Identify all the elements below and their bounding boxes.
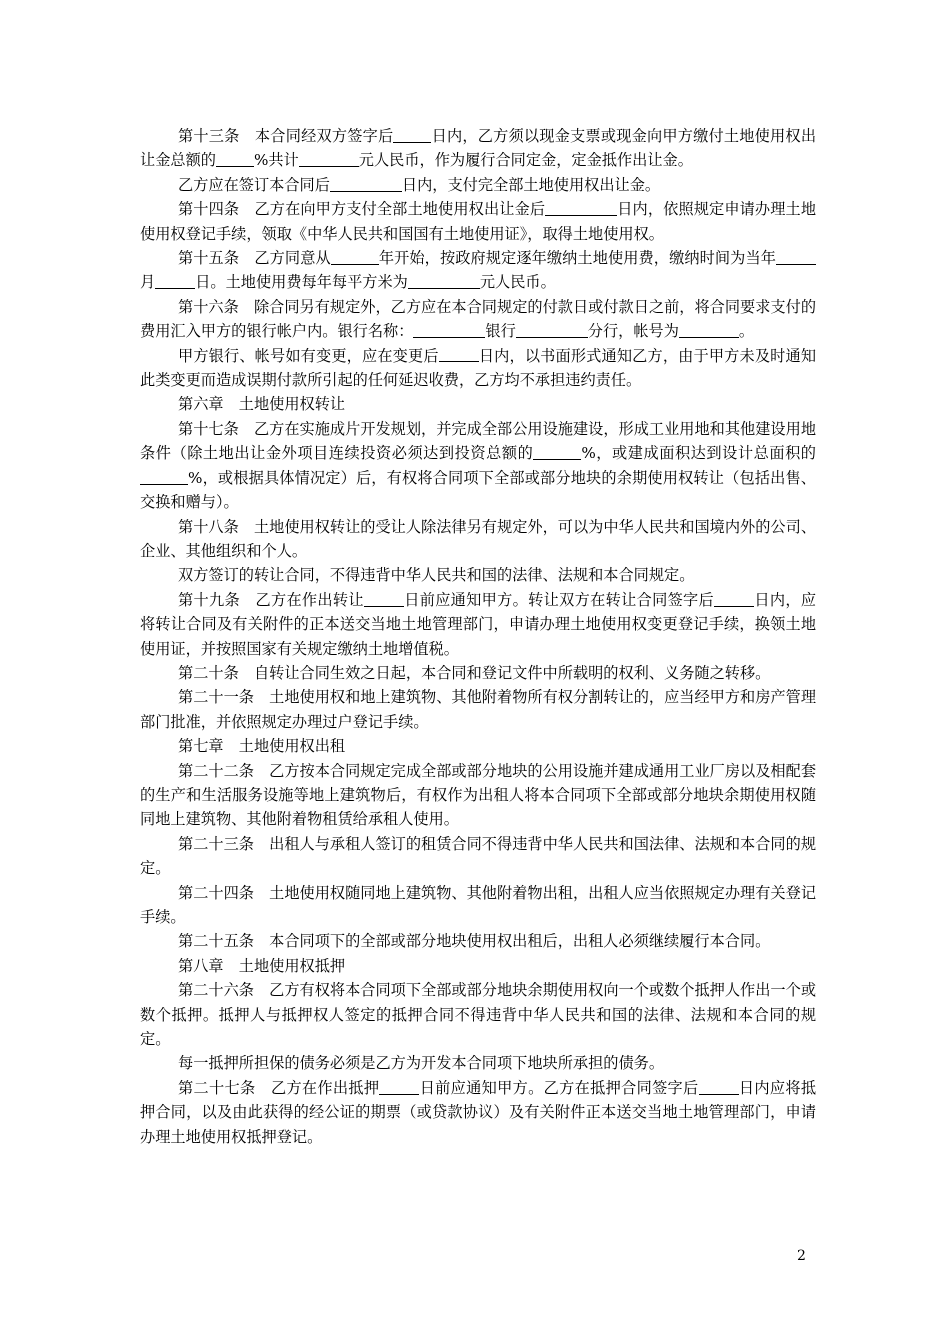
text-span: 日。土地使用费每年每平方米为 (195, 273, 408, 292)
chapter-heading-8 (140, 954, 816, 978)
text-span: 第十七条 乙方在实施成片开发规划，并完成全部公用设施建设，形成工业用地和其他建设用地条件（除土地出让金外项目连续投资必须达到投资总额的 (140, 419, 816, 463)
text-span: 元人民币。 (479, 273, 556, 292)
blank-field (364, 590, 404, 606)
text-span: 第十三条 本合同经双方签字后 (178, 127, 394, 145)
blank-field (413, 322, 485, 338)
blank-field (299, 151, 359, 167)
paragraph-article-17 (140, 417, 816, 515)
text-span: 年开始，按政府规定逐年缴纳土地使用费，缴纳时间为当年 (378, 249, 777, 268)
paragraph-article-21 (140, 685, 816, 734)
paragraph-article-18-cont (140, 563, 816, 587)
text-span: 第二十四条 土地使用权随同地上建筑物、其他附着物出租，出租人应当依照规定办理有关登记手续。 (140, 883, 816, 926)
paragraph-article-25 (140, 929, 816, 953)
blank-field (776, 249, 816, 265)
text-span: 甲方银行、帐号如有变更，应在变更后 (178, 346, 439, 365)
blank-field (140, 468, 188, 484)
blank-field (408, 273, 480, 289)
paragraph-article-19 (140, 588, 816, 661)
text-span: 元人民币，作为履行合同定金，定金抵作出让金。 (358, 151, 693, 170)
text-span: 第二十一条 土地使用权和地上建筑物、其他附着物所有权分割转让的，应当经甲方和房产管理部门批准，并依照规定办理过户登记手续。 (140, 688, 816, 731)
chapter-heading-6 (140, 392, 816, 416)
text-span: 每一抵押所担保的债务必须是乙方为开发本合同项下地块所承担的债务。 (178, 1054, 664, 1073)
text-span: 第十九条 乙方在作出转让 (178, 590, 364, 609)
text-span: 日内，依照规定申请办理土地使用权登记手续，领取《中华人民共和国国有土地使用证》，取得土地使用权。 (140, 200, 817, 243)
blank-field (545, 200, 617, 216)
paragraph-article-15 (140, 246, 816, 295)
text-span: %共计 (253, 151, 299, 170)
text-span: 第二十六条 乙方有权将本合同项下全部或部分地块余期使用权向一个或数个抵押人作出一个或数个抵押。抵押人与抵押权人签定的抵押合同不得违背中华人民共和国的法律、法规和本合同的规定。 (140, 981, 816, 1049)
blank-field (679, 322, 739, 338)
text-span: 第二十条 自转让合同生效之日起，本合同和登记文件中所载明的权利、义务随之转移。 (178, 663, 771, 682)
paragraph-article-26-cont (140, 1051, 816, 1075)
text-span: 第二十三条 出租人与承租人签订的租赁合同不得违背中华人民共和国法律、法规和本合同的规定。 (140, 834, 816, 878)
text-span: %，或根据具体情况定）后，有权将合同项下全部或部分地块的余期使用权转让（包括出售、交换和赠与）。 (140, 468, 816, 512)
text-span: 日前应通知甲方。转让双方在转让合同签字后 (403, 590, 715, 609)
blank-field (533, 444, 581, 460)
paragraph-article-23 (140, 832, 816, 881)
text-span: 分行，帐号为 (587, 322, 679, 341)
paragraph-article-13-cont (140, 173, 816, 197)
chapter-heading-7 (140, 734, 816, 758)
blank-field (330, 175, 402, 191)
text-span: 月 (140, 273, 156, 292)
document-body (140, 124, 816, 1149)
blank-field (439, 346, 479, 362)
text-span: 日内，以书面形式通知乙方，由于甲方未及时通知此类变更而造成误期付款所引起的任何延迟收费，乙方均不承担违约责任。 (140, 346, 817, 390)
text-span: 银行 (485, 322, 516, 341)
paragraph-article-22 (140, 759, 816, 832)
text-span: 日内，支付完全部土地使用权出让金。 (401, 175, 661, 194)
blank-field (393, 127, 431, 143)
text-span: 双方签订的转让合同，不得违背中华人民共和国的法律、法规和本合同规定。 (178, 566, 695, 585)
text-span: 第十五条 乙方同意从 (178, 249, 331, 268)
blank-field (516, 322, 588, 338)
blank-field (331, 249, 379, 265)
paragraph-article-14 (140, 197, 816, 246)
text-span: 第二十二条 乙方按本合同规定完成全部或部分地块的公用设施并建成通用工业厂房以及相配套的生产和生活服务设施等地上建筑物后，有权作为出租人将本合同项下全部或部分地块余期使用权随同地上建筑物、其他附着物租赁给承租人使用。 (140, 761, 816, 829)
text-span: 日前应通知甲方。乙方在抵押合同签字后 (419, 1078, 699, 1097)
paragraph-article-13 (140, 124, 816, 173)
paragraph-article-16 (140, 295, 816, 344)
text-span: 第十八条 土地使用权转让的受让人除法律另有规定外，可以为中华人民共和国境内外的公司、企业、其他组织和个人。 (140, 517, 816, 560)
text-span: 。 (738, 322, 755, 341)
paragraph-article-27 (140, 1076, 816, 1149)
blank-field (379, 1078, 419, 1094)
blank-field (216, 151, 254, 167)
paragraph-article-18 (140, 515, 816, 564)
paragraph-article-24 (140, 881, 816, 930)
blank-field (714, 590, 754, 606)
text-span: %，或建成面积达到设计总面积的 (581, 444, 816, 463)
text-span: 日内，应将转让合同及有关附件的正本送交当地土地管理部门，申请办理土地使用权变更登记手续，换领土地使用证，并按照国家有关规定缴纳土地增值税。 (140, 590, 817, 658)
text-span: 日内，乙方须以现金支票或现金向甲方缴付土地使用权出让金总额的 (140, 127, 817, 170)
paragraph-article-20 (140, 661, 816, 685)
text-span: 第二十五条 本合同项下的全部或部分地块使用权出租后，出租人必须继续履行本合同。 (178, 932, 771, 951)
blank-field (699, 1078, 739, 1094)
blank-field (155, 273, 195, 289)
text-span: 第十六条 除合同另有规定外，乙方应在本合同规定的付款日或付款日之前，将合同要求支付的费用汇入甲方的银行帐户内。银行名称： (140, 297, 816, 341)
text-span: 第八章 土地使用权抵押 (178, 956, 346, 975)
text-span: 第十四条 乙方在向甲方支付全部土地使用权出让金后 (178, 200, 546, 219)
text-span: 第二十七条 乙方在作出抵押 (178, 1078, 380, 1097)
paragraph-article-26 (140, 978, 816, 1051)
text-span: 乙方应在签订本合同后 (178, 175, 330, 194)
text-span: 日内应将抵押合同，以及由此获得的经公证的期票（或贷款协议）及有关附件正本送交当地土地管理部门，申请办理土地使用权抵押登记。 (140, 1078, 817, 1146)
text-span: 第七章 土地使用权出租 (178, 737, 346, 756)
paragraph-article-16-cont (140, 344, 816, 393)
page-number: 2 (797, 1248, 806, 1264)
text-span: 第六章 土地使用权转让 (178, 395, 346, 414)
